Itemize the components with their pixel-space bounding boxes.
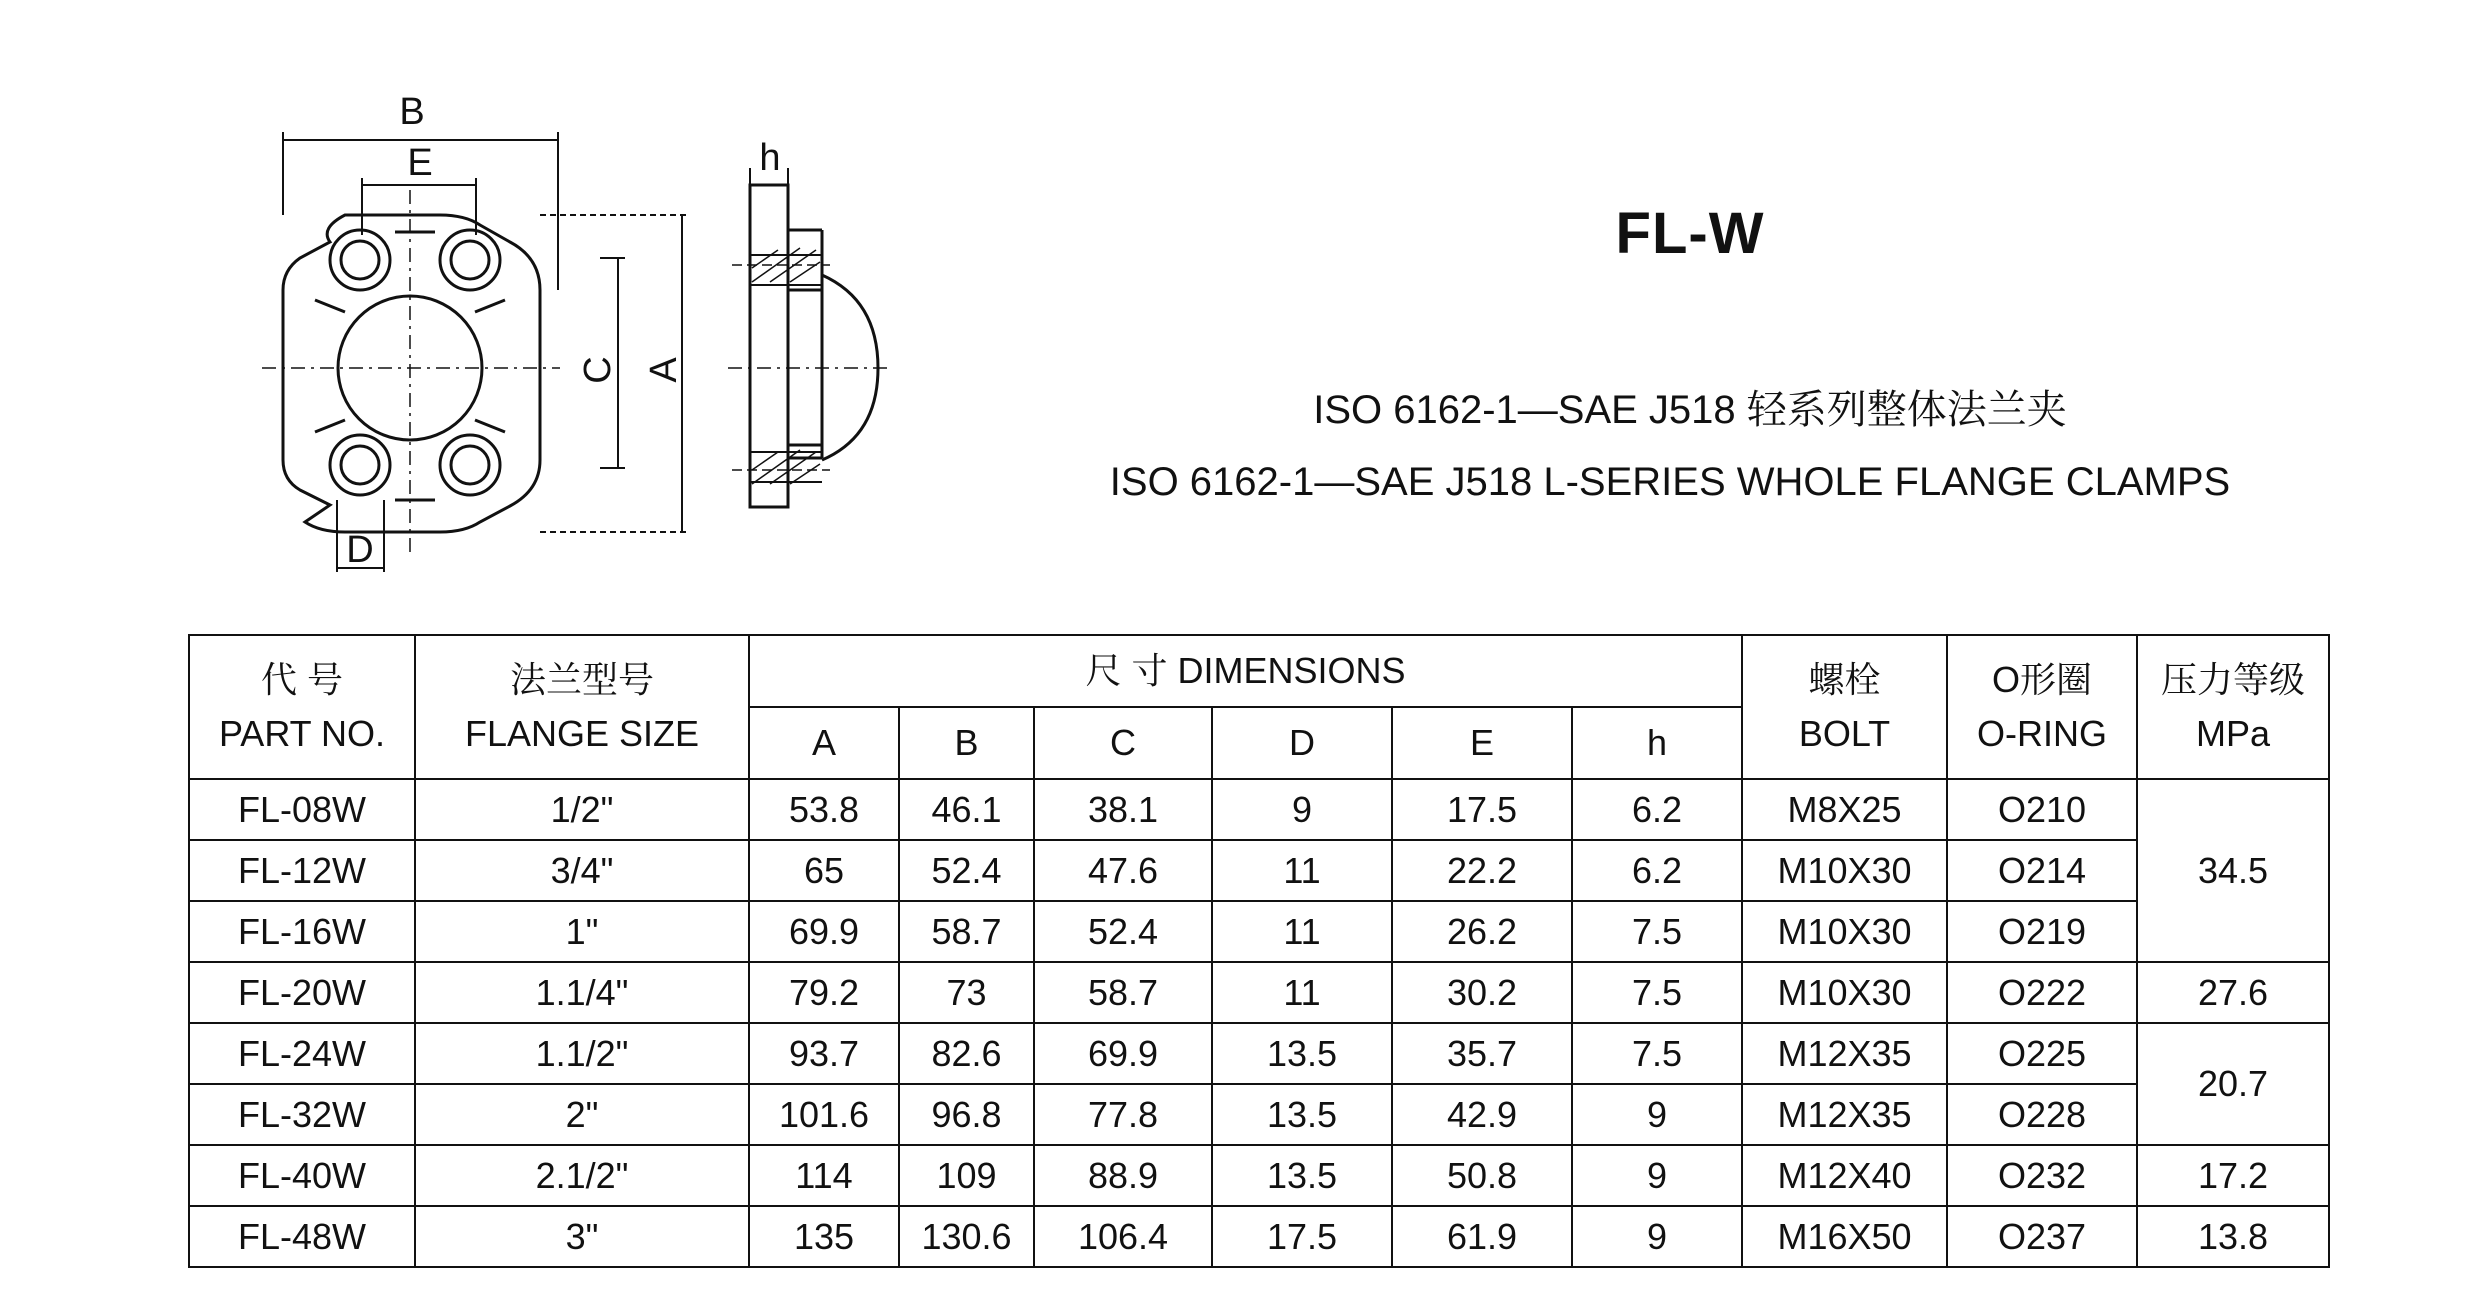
cell-size: 1.1/2": [415, 1023, 749, 1084]
header-pressure: 压力等级 MPa: [2137, 635, 2329, 779]
header-dim-B: B: [899, 707, 1034, 779]
cell-E: 30.2: [1392, 962, 1572, 1023]
cell-oring: O225: [1947, 1023, 2137, 1084]
cell-oring: O214: [1947, 840, 2137, 901]
header-dim-E: E: [1392, 707, 1572, 779]
subtitle-english: ISO 6162-1—SAE J518 L-SERIES WHOLE FLANGE CLAMPS: [1109, 460, 2231, 504]
cell-D: 11: [1212, 840, 1392, 901]
cell-B: 52.4: [899, 840, 1034, 901]
cell-part: FL-32W: [189, 1084, 415, 1145]
cell-part: FL-08W: [189, 779, 415, 840]
cell-A: 114: [749, 1145, 899, 1206]
cell-C: 58.7: [1034, 962, 1212, 1023]
cell-E: 26.2: [1392, 901, 1572, 962]
cell-bolt: M12X35: [1742, 1023, 1947, 1084]
cell-part: FL-16W: [189, 901, 415, 962]
label-h: h: [759, 137, 781, 179]
cell-C: 52.4: [1034, 901, 1212, 962]
dimensions-table: [188, 634, 2330, 1268]
cell-h: 7.5: [1572, 1023, 1742, 1084]
cell-part: FL-20W: [189, 962, 415, 1023]
cell-C: 38.1: [1034, 779, 1212, 840]
cell-part: FL-24W: [189, 1023, 415, 1084]
cell-C: 77.8: [1034, 1084, 1212, 1145]
cell-A: 69.9: [749, 901, 899, 962]
cell-B: 58.7: [899, 901, 1034, 962]
cell-A: 101.6: [749, 1084, 899, 1145]
header-o-ring: O形圈 O-RING: [1947, 635, 2137, 779]
label-C: C: [577, 356, 619, 384]
header-part-no: 代 号 PART NO.: [189, 635, 415, 779]
header-row-1: [189, 635, 2329, 707]
cell-A: 53.8: [749, 779, 899, 840]
cell-E: 22.2: [1392, 840, 1572, 901]
cell-pressure: 13.8: [2137, 1206, 2329, 1267]
header-dim-A: A: [749, 707, 899, 779]
cell-h: 9: [1572, 1145, 1742, 1206]
label-B: B: [399, 91, 425, 133]
cell-oring: O228: [1947, 1084, 2137, 1145]
cell-bolt: M10X30: [1742, 901, 1947, 962]
flange-drawing: [0, 0, 1000, 600]
cell-D: 17.5: [1212, 1206, 1392, 1267]
cell-A: 93.7: [749, 1023, 899, 1084]
cell-C: 106.4: [1034, 1206, 1212, 1267]
cell-size: 3/4": [415, 840, 749, 901]
cell-h: 7.5: [1572, 962, 1742, 1023]
page-title: FL-W: [1615, 201, 1765, 266]
flange-outline: [283, 215, 540, 532]
cell-bolt: M10X30: [1742, 962, 1947, 1023]
table-row: [189, 1145, 2329, 1206]
cell-D: 9: [1212, 779, 1392, 840]
cell-oring: O210: [1947, 779, 2137, 840]
table-row: [189, 1084, 2329, 1145]
subtitle-chinese: ISO 6162-1—SAE J518 轻系列整体法兰夹: [1313, 388, 2067, 432]
cell-A: 135: [749, 1206, 899, 1267]
cell-h: 7.5: [1572, 901, 1742, 962]
cell-E: 17.5: [1392, 779, 1572, 840]
cell-D: 13.5: [1212, 1084, 1392, 1145]
cell-size: 2.1/2": [415, 1145, 749, 1206]
table-body: [189, 779, 2329, 1267]
cell-B: 73: [899, 962, 1034, 1023]
cell-size: 1": [415, 901, 749, 962]
cell-oring: O219: [1947, 901, 2137, 962]
cell-D: 13.5: [1212, 1145, 1392, 1206]
cell-C: 47.6: [1034, 840, 1212, 901]
cell-oring: O222: [1947, 962, 2137, 1023]
cell-bolt: M16X50: [1742, 1206, 1947, 1267]
cell-B: 130.6: [899, 1206, 1034, 1267]
cell-part: FL-40W: [189, 1145, 415, 1206]
cell-bolt: M12X35: [1742, 1084, 1947, 1145]
cell-B: 96.8: [899, 1084, 1034, 1145]
cell-bolt: M8X25: [1742, 779, 1947, 840]
cell-A: 79.2: [749, 962, 899, 1023]
cell-oring: O237: [1947, 1206, 2137, 1267]
cell-h: 9: [1572, 1206, 1742, 1267]
cell-pressure: 20.7: [2137, 1023, 2329, 1145]
cell-size: 2": [415, 1084, 749, 1145]
cell-size: 1.1/4": [415, 962, 749, 1023]
cell-size: 1/2": [415, 779, 749, 840]
cell-B: 46.1: [899, 779, 1034, 840]
cell-E: 42.9: [1392, 1084, 1572, 1145]
label-D: D: [346, 529, 374, 571]
cell-h: 9: [1572, 1084, 1742, 1145]
cell-E: 61.9: [1392, 1206, 1572, 1267]
cell-pressure: 34.5: [2137, 779, 2329, 962]
header-bolt: 螺栓 BOLT: [1742, 635, 1947, 779]
header-dim-D: D: [1212, 707, 1392, 779]
header-dim-C: C: [1034, 707, 1212, 779]
table-row: [189, 1023, 2329, 1084]
cell-B: 109: [899, 1145, 1034, 1206]
table-row: [189, 779, 2329, 840]
cell-oring: O232: [1947, 1145, 2137, 1206]
header-dim-h: h: [1572, 707, 1742, 779]
header-dimensions: 尺 寸 DIMENSIONS: [749, 635, 1742, 707]
cell-part: FL-48W: [189, 1206, 415, 1267]
table-row: [189, 901, 2329, 962]
cell-C: 88.9: [1034, 1145, 1212, 1206]
cell-h: 6.2: [1572, 840, 1742, 901]
label-A: A: [643, 357, 685, 383]
label-E: E: [407, 142, 433, 184]
cell-pressure: 27.6: [2137, 962, 2329, 1023]
header-flange-size: 法兰型号 FLANGE SIZE: [415, 635, 749, 779]
cell-C: 69.9: [1034, 1023, 1212, 1084]
table-row: [189, 840, 2329, 901]
cell-pressure: 17.2: [2137, 1145, 2329, 1206]
table-row: [189, 962, 2329, 1023]
cell-D: 11: [1212, 962, 1392, 1023]
cell-bolt: M10X30: [1742, 840, 1947, 901]
cell-E: 50.8: [1392, 1145, 1572, 1206]
cell-B: 82.6: [899, 1023, 1034, 1084]
cell-h: 6.2: [1572, 779, 1742, 840]
cell-D: 13.5: [1212, 1023, 1392, 1084]
cell-A: 65: [749, 840, 899, 901]
cell-part: FL-12W: [189, 840, 415, 901]
table-row: [189, 1206, 2329, 1267]
cell-bolt: M12X40: [1742, 1145, 1947, 1206]
cell-size: 3": [415, 1206, 749, 1267]
cell-E: 35.7: [1392, 1023, 1572, 1084]
cell-D: 11: [1212, 901, 1392, 962]
